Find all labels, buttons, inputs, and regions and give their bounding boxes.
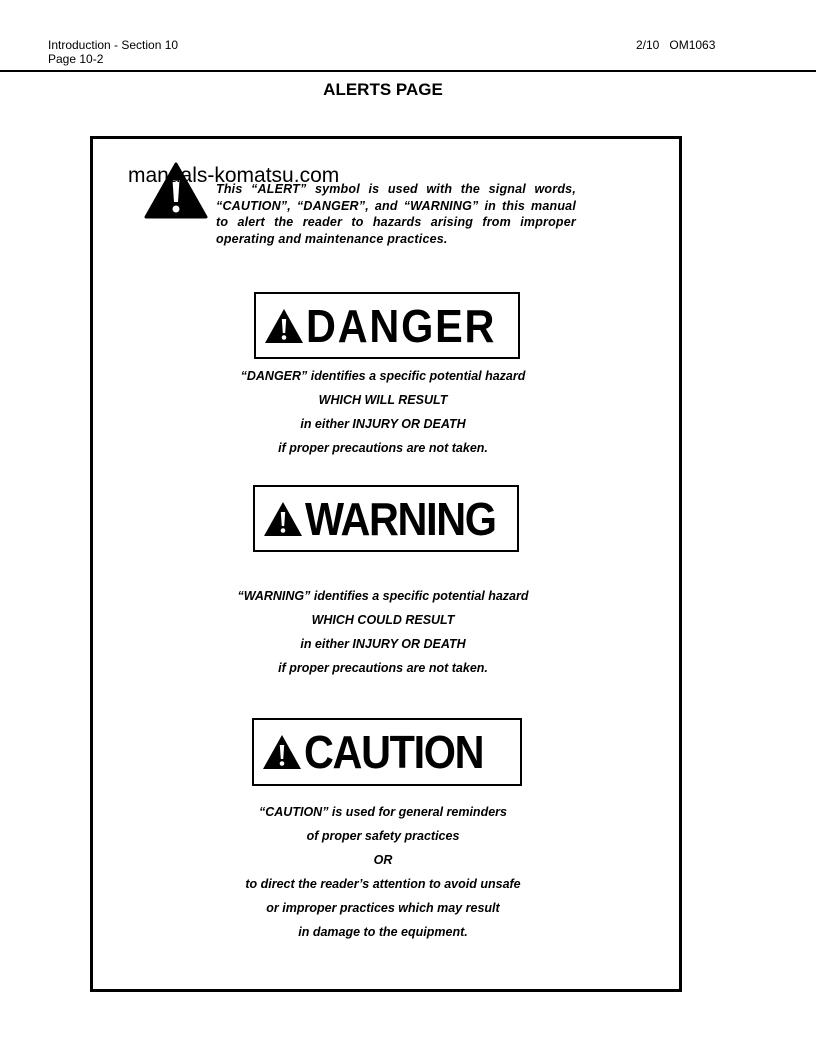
caution-description-line: to direct the reader’s attention to avoid unsafe: [245, 877, 521, 891]
caution-description-line: or improper practices which may result: [266, 901, 500, 915]
warning-description-line: in either INJURY OR DEATH: [300, 637, 466, 651]
header-section: Introduction - Section 10: [48, 38, 179, 52]
danger-alert-icon: [264, 308, 304, 344]
danger-description-line: “DANGER” identifies a specific potential hazard: [240, 369, 526, 383]
header-divider: [0, 70, 816, 72]
caution-description: [90, 800, 676, 944]
header-date: 2/10: [636, 38, 660, 52]
warning-signal-box: [253, 485, 519, 552]
danger-signal-word: DANGER: [306, 299, 497, 352]
header-right: [636, 38, 715, 52]
page-title: ALERTS PAGE: [323, 80, 443, 99]
warning-signal-word: WARNING: [305, 492, 496, 545]
header-page-number: Page 10-2: [48, 52, 104, 66]
caution-description-line: OR: [373, 853, 393, 867]
warning-description-line: WHICH COULD RESULT: [311, 613, 455, 627]
danger-signal-box: [254, 292, 520, 359]
caution-description-line: of proper safety practices: [306, 829, 460, 843]
danger-description-line: in either INJURY OR DEATH: [300, 417, 466, 431]
caution-signal-word: CAUTION: [304, 726, 484, 778]
warning-description-line: “WARNING” identifies a specific potential hazard: [237, 589, 529, 603]
caution-alert-icon: [262, 734, 302, 770]
warning-description-line: if proper precautions are not taken.: [278, 661, 488, 675]
warning-description: [90, 584, 676, 680]
caution-description-line: in damage to the equipment.: [298, 925, 468, 939]
watermark: manuals-komatsu.com: [128, 164, 340, 187]
caution-signal-box: [252, 718, 522, 786]
danger-description-line: WHICH WILL RESULT: [318, 393, 448, 407]
header-left: [48, 38, 178, 66]
alert-symbol-description: This “ALERT” symbol is used with the signal words, “CAUTION”, “DANGER”, and “WARNING” in this manual to alert the reader to hazards arising from improper operating and maintenance practices.: [216, 182, 576, 246]
header-doc-number: OM1063: [669, 38, 716, 52]
caution-description-line: “CAUTION” is used for general reminders: [259, 805, 507, 819]
danger-description-line: if proper precautions are not taken.: [278, 441, 488, 455]
warning-alert-icon: [263, 501, 303, 537]
danger-description: [90, 364, 676, 460]
